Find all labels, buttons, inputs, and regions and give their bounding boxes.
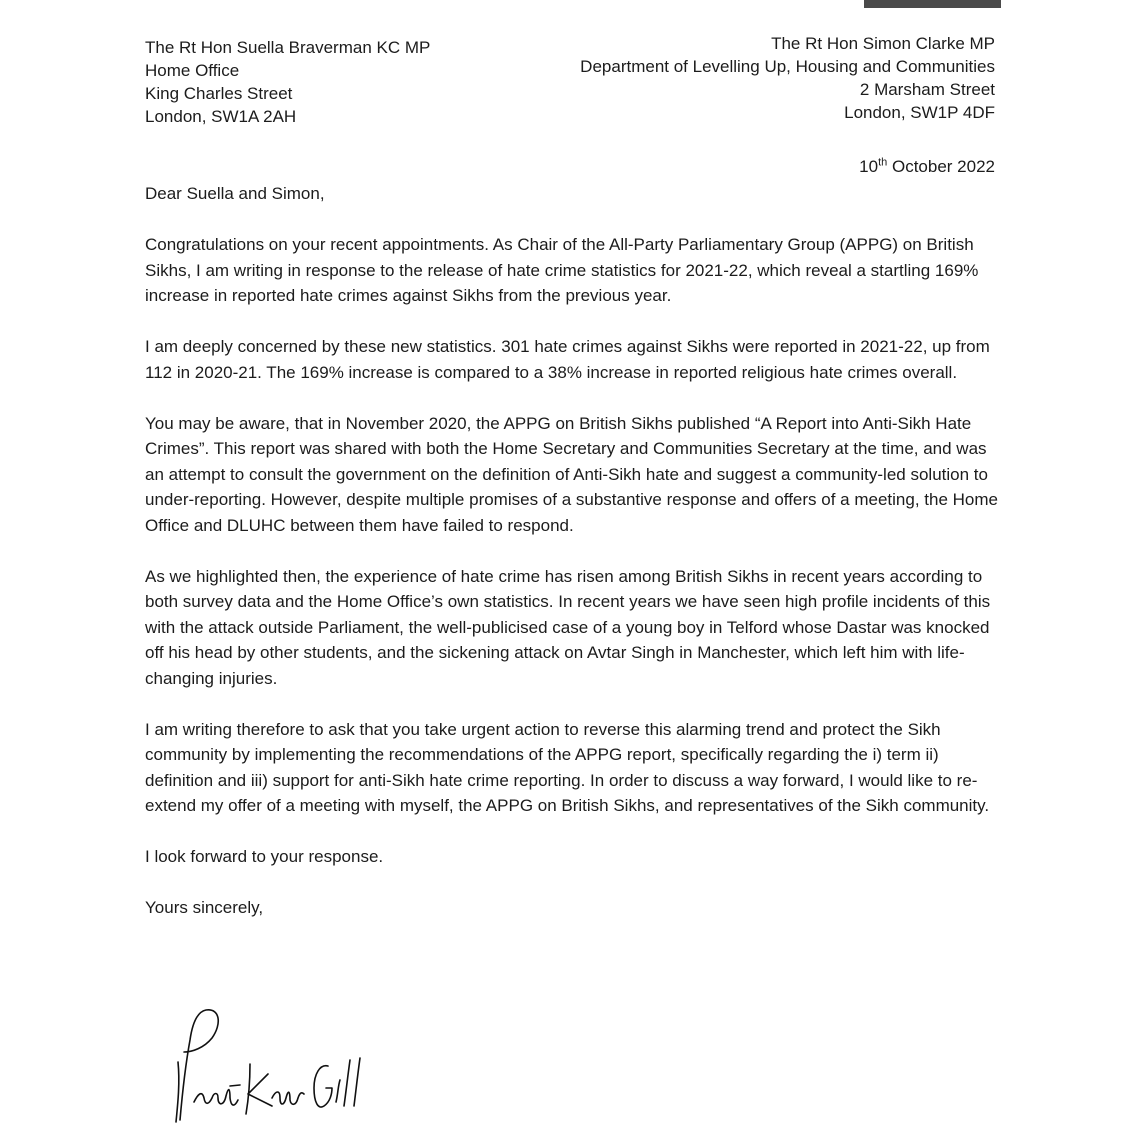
recipient-address-line: 2 Marsham Street <box>859 80 995 99</box>
sender-address-line: Home Office <box>145 61 240 80</box>
recipient-address-line: London, SW1P 4DF <box>844 103 995 122</box>
recipient-address-line: Department of Levelling Up, Housing and Communities <box>580 57 995 76</box>
date-month-year: October 2022 <box>887 157 995 176</box>
sender-address-block <box>145 36 430 128</box>
sender-address-line: The Rt Hon Suella Braverman KC MP <box>145 38 431 57</box>
body-paragraph: Congratulations on your recent appointments. As Chair of the All-Party Parliamentary Group (APPG) on British Sikhs, I am writing in response to the release of hate crime statistics for 2021-22, which reveal a startling 169% increase in reported hate crimes against Sikhs from the previous year. <box>145 235 979 305</box>
sender-address-line: London, SW1A 2AH <box>145 107 297 126</box>
recipient-address-block <box>580 32 995 124</box>
date-day: 10 <box>859 157 879 176</box>
salutation: Dear Suella and Simon, <box>145 184 325 203</box>
body-paragraph: You may be aware, that in November 2020, the APPG on British Sikhs published “A Report into Anti-Sikh Hate Crimes”. This report was shared with both the Home Secretary and Communities Secretary at the time, and was an attempt to consult the government on the definition of Anti-Sikh hate and suggest a community-led solution to under-reporting. However, despite multiple promises of a substantive response and offers of a meeting, the Home Office and DLUHC between them have failed to respond. <box>145 413 998 535</box>
body-paragraph: I am writing therefore to ask that you take urgent action to reverse this alarming trend and protect the Sikh community by implementing the recommendations of the APPG report, specifically regarding the i) term ii) definition and iii) support for anti-Sikh hate crime reporting. In order to discuss a way forward, I would like to re-extend my offer of a meeting with myself, the APPG on British Sikhs, and representatives of the Sikh community. <box>145 719 990 815</box>
body-paragraph: I look forward to your response. <box>145 847 384 866</box>
letter-date <box>859 155 995 178</box>
sender-address-line: King Charles Street <box>145 84 293 103</box>
photo-edge <box>864 0 1001 8</box>
letter-body <box>145 181 1000 921</box>
signoff: Yours sincerely, <box>145 898 264 917</box>
date-suffix: th <box>878 156 888 169</box>
recipient-address-line: The Rt Hon Simon Clarke MP <box>771 34 995 53</box>
body-paragraph: As we highlighted then, the experience of hate crime has risen among British Sikhs in recent years according to both survey data and the Home Office’s own statistics. In recent years we have seen high profile incidents of this with the attack outside Parliament, the well-publicised case of a young boy in Telford whose Dastar was knocked off his head by other students, and the sickening attack on Avtar Singh in Manchester, which left him with life-changing injuries. <box>145 566 991 688</box>
handwritten-signature <box>168 1002 368 1132</box>
body-paragraph: I am deeply concerned by these new statistics. 301 hate crimes against Sikhs were reported in 2021-22, up from 112 in 2020-21. The 169% increase is compared to a 38% increase in reported religious hate crimes overall. <box>145 337 990 382</box>
